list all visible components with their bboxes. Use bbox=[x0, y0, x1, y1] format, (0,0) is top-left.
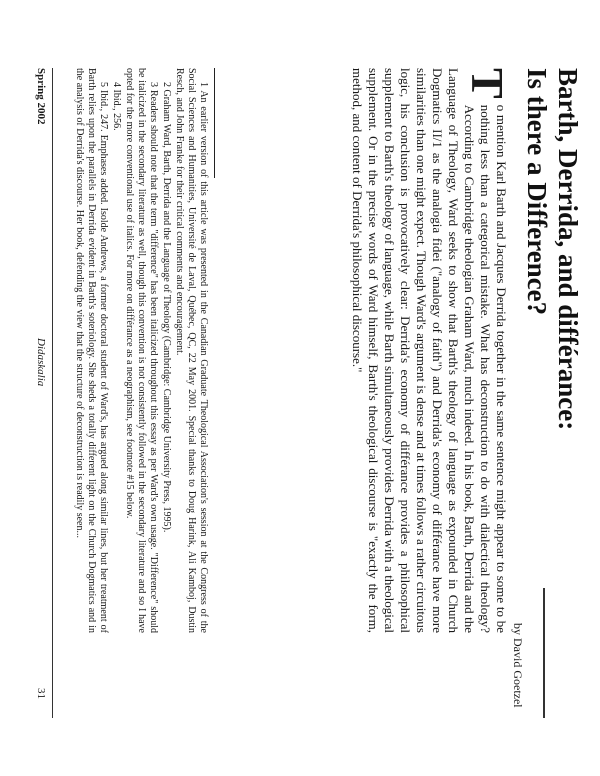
title-rule bbox=[543, 588, 545, 718]
title-line-2: Is there a Difference? bbox=[522, 68, 552, 316]
footer-journal: Didaskalia bbox=[35, 338, 47, 387]
body-text bbox=[347, 68, 513, 633]
footer-rule bbox=[52, 68, 53, 718]
title-line-1: Barth, Derrida, and différance: bbox=[553, 68, 583, 431]
dropcap: T bbox=[462, 68, 513, 99]
footer-date: Spring 2002 bbox=[35, 68, 47, 125]
body-paragraph-text: o mention Karl Barth and Jacques Derrida together in the same sentence might appear to some to be nothing less than a categorical mistake. What has deconstruction to do with dialectical theology? According to Cambridge theologian Graham Ward, much indeed. In his book, Barth, Derrida and the Language of Theology, Ward seeks to show that Barth's theology of language as expounded in Church Dogmatics II/1 as the analogia fidei ("analogy of faith") and Derrida's economy of différance have more similarities than one might expect. Though Ward's argument is dense and at times follows a rather circuitous logic, his conclusion is provocatively clear: Derrida's economy of différance provides a philosophical supplement to Barth's theology of language, while Barth simultaneously provides Derrida with a theological supplement. Or in the precise words of Ward himself, Barth's theological discourse is "exactly the form, method, and content of Derrida's philosophical discourse." bbox=[350, 68, 509, 633]
article-title bbox=[521, 68, 583, 430]
page-number: 31 bbox=[35, 688, 47, 699]
footnote-3: 3 Readers should note that the term "difference" has been italicized throughout this essay as per Ward's own usage. "Difference" should be italicized in the secondary literature as well, though this convention is not consistently followed in the secondary literature and so I have opted for the more conventional use of italics. For more on différance as a neographism, see footnote #15 below. bbox=[124, 68, 159, 633]
footnote-1: 1 An earlier version of this article was presented in the Canadian Graduate Theological Association's session at the Congress of the Social Sciences and Humanities, Université de Laval, Québec, QC, 22 May 2001. Special thanks to Doug Harink, Ali Kamboj, Dustin Resch, and John Franke for their critical comments and encouragement. bbox=[174, 68, 209, 633]
footnote-rule bbox=[214, 68, 215, 178]
journal-page bbox=[5, 8, 595, 768]
body-paragraph bbox=[349, 68, 513, 633]
footnote-4: 4 Ibid., 256. bbox=[111, 82, 122, 131]
footnote-2: 2 Graham Ward, Barth, Derrida and the Language of Theology (Cambridge: Cambridge University Press, 1995). bbox=[161, 82, 172, 533]
footnotes bbox=[72, 68, 209, 633]
byline: by David Goetzel bbox=[511, 623, 525, 708]
footnote-5: 5 Ibid., 247. Emphases added. Isolde Andrews, a former doctoral student of Ward's, has argued along similar lines, but her treatment of Barth relies upon the parallels in Derrida evident in Barth's soteriology. She sheds a totally different light on the Church Dogmatics and in the analysis of Derrida's discourse. Her book, defending the view that the structure of deconstruction is readily seen... bbox=[74, 68, 109, 633]
